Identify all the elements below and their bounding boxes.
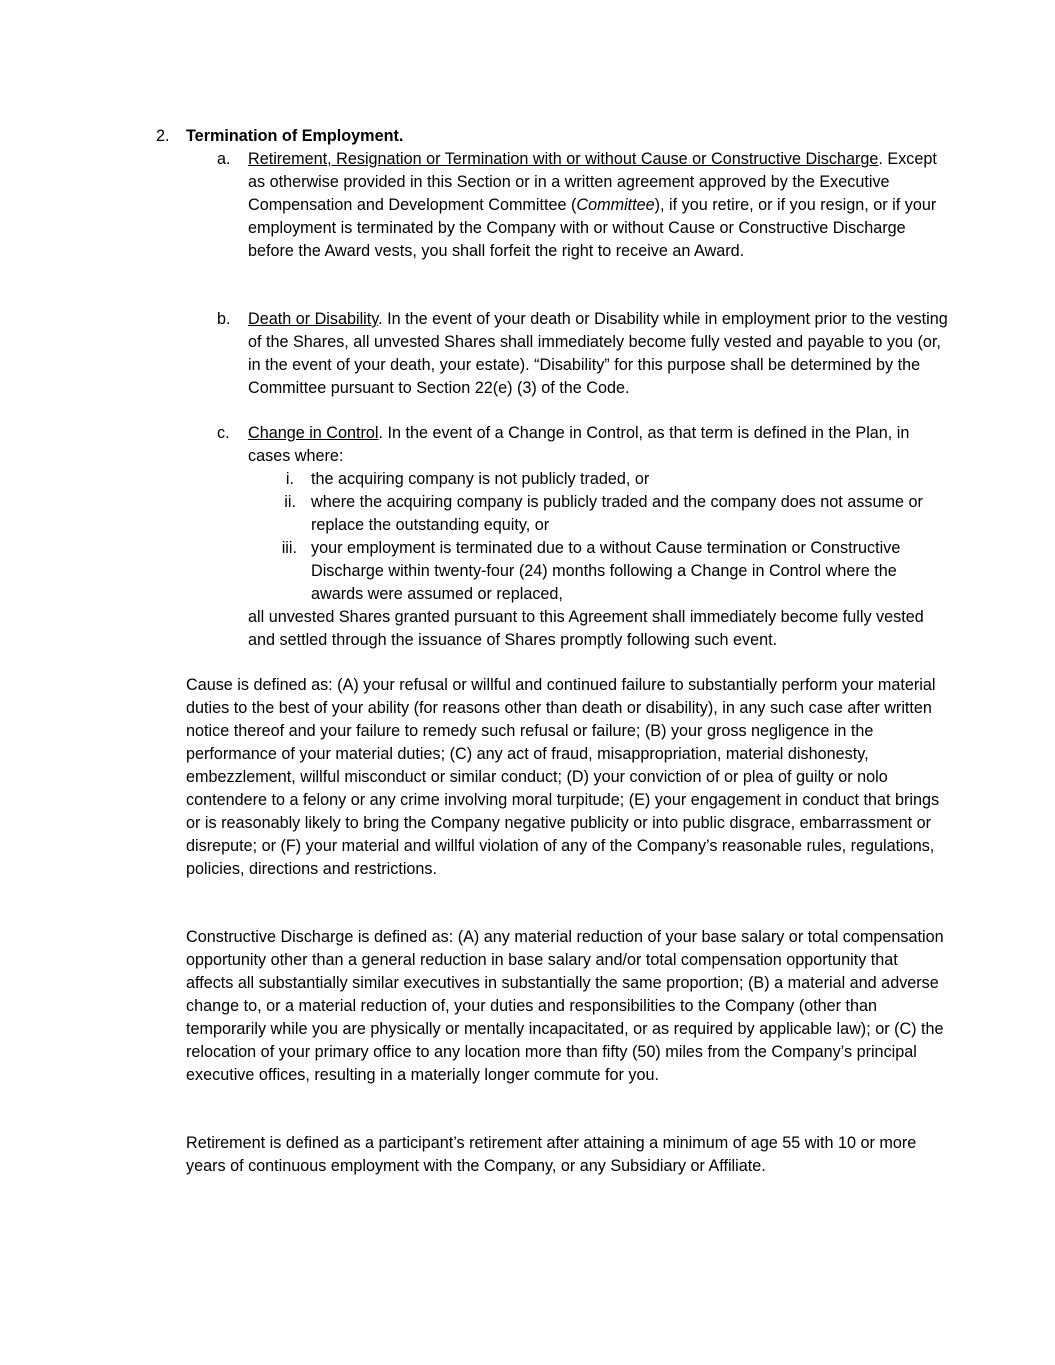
item-a-heading: Retirement, Resignation or Termination with or without Cause or Constructive Discharge [248,150,879,168]
item-a-paragraph [248,148,948,263]
item-c-marker: c. [217,424,230,442]
item-b-heading: Death or Disability [248,310,379,328]
item-c-body: . In the event of a Change in Control, as that term is defined in the Plan, in cases where: [248,424,910,465]
committee-term: Committee [576,196,655,214]
subitem-ii-marker: ii. [284,493,296,511]
item-c-paragraph [248,422,948,468]
subitem-i-text: the acquiring company is not publicly traded, or [311,470,650,488]
retirement-definition: Retirement is defined as a participant’s retirement after attaining a minimum of age 55 with 10 or more years of continuous employment with the Company, or any Subsidiary or Affiliate. [186,1134,917,1175]
subitem-i-marker: i. [285,470,294,488]
section-number: 2. [156,127,170,145]
item-b-marker: b. [217,310,231,328]
subitem-iii-text: your employment is terminated due to a without Cause termination or Constructive Discharge within twenty-four (24) months following a Change in Control where the awards were assumed or replaced, [311,539,901,603]
item-a-marker: a. [217,150,231,168]
cause-definition: Cause is defined as: (A) your refusal or willful and continued failure to substantially perform your material duties to the best of your ability (for reasons other than death or disability), in any such case after written notice thereof and your failure to remedy such refusal or failure; (B) your gross negligence in the performance of your material duties; (C) any act of fraud, misappropriation, material dishonesty, embezzlement, willful misconduct or similar conduct; (D) your conviction of or plea of guilty or nolo contendere to a felony or any crime involving moral turpitude; (E) your engagement in conduct that brings or is reasonably likely to bring the Company negative publicity or into public disgrace, embarrassment or disrepute; or (F) your material and willful violation of any of the Company’s reasonable rules, regulations, policies, directions and restrictions. [186,676,940,878]
constructive-discharge-definition: Constructive Discharge is defined as: (A) any material reduction of your base salary or total compensation opportunity other than a general reduction in base salary and/or total compensation opportunity that affects all substantially similar executives in substantially the same proportion; (B) a material and adverse change to, or a material reduction of, your duties and responsibilities to the Company (other than temporarily while you are physically or mentally incapacitated, or as required by applicable law); or (C) the relocation of your primary office to any location more than fifty (50) miles from the Company’s principal executive offices, resulting in a materially longer commute for you. [186,928,944,1084]
subitem-iii-marker: iii. [281,539,297,557]
item-c-closing: all unvested Shares granted pursuant to this Agreement shall immediately become fully vested and settled through the issuance of Shares promptly following such event. [248,608,924,649]
item-a-body-end: ), if you retire, or if you resign, or if your employment is terminated by the Company with or without Cause or Constructive Discharge before the Award vests, you shall forfeit the right to receive an Award. [248,196,937,260]
item-c-heading: Change in Control [248,424,379,442]
item-a-body-start: . Except as otherwise provided in this Section or in a written agreement approved by the Executive Compensation and Development Committee ( [248,150,937,214]
item-b-body: . In the event of your death or Disability while in employment prior to the vesting of the Shares, all unvested Shares shall immediately become fully vested and payable to you (or, in the event of your death, your estate). “Disability” for this purpose shall be determined by the Committee pursuant to Section 22(e) (3) of the Code. [248,310,948,397]
item-b-paragraph [248,308,948,400]
section-title: Termination of Employment. [186,127,404,145]
subitem-ii-text: where the acquiring company is publicly traded and the company does not assume or replace the outstanding equity, or [311,493,923,534]
